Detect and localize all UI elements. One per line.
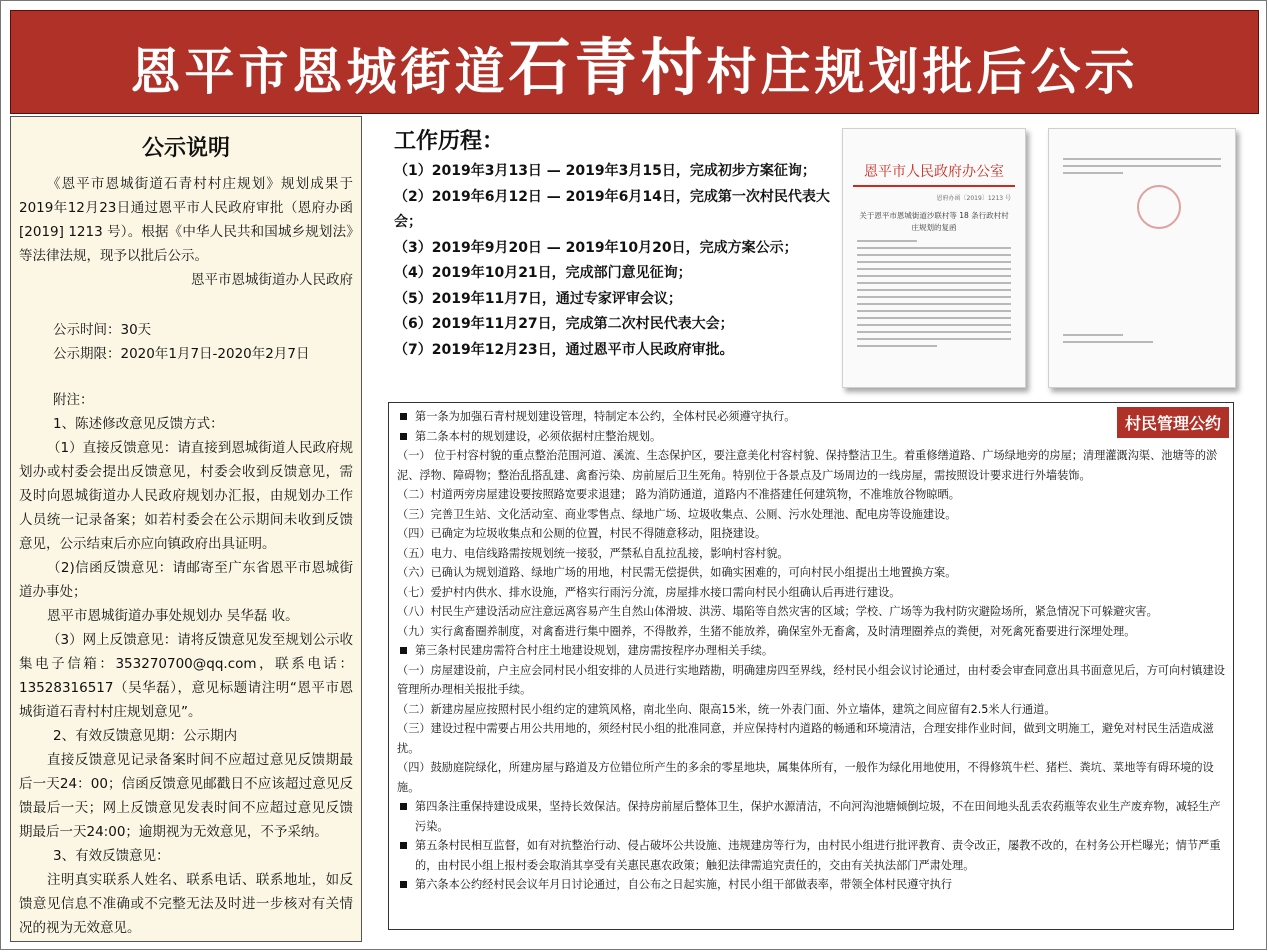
rule-line: 第三条村民建房需符合村庄土地建设规划，建房需按程序办理相关手续。 — [397, 641, 1225, 661]
work-history — [394, 124, 834, 363]
notes-title: 附注： — [53, 392, 94, 408]
notice-dates: 公示期限：2020年1月7日-2020年2月7日 — [53, 346, 310, 362]
rule-line: 第四条注重保持建设成果，坚持长效保洁。保持房前屋后整体卫生，保护水源清洁，不向河沟池塘倾倒垃圾，不在田间地头乱丢农药瓶等农业生产废弃物，减轻生产污染。 — [397, 797, 1225, 836]
rules-tag: 村民管理公约 — [1117, 407, 1229, 438]
rule-line: （八）村民生产建设活动应注意远离容易产生自然山体滑坡、洪涝、塌陷等自然灾害的区域；学校、广场等为我村防灾避险场所，紧急情况下可躲避灾害。 — [397, 605, 1158, 618]
note-2a: 直接反馈意见记录备案时间不应超过意见反馈期最后一天24：00；信函反馈意见邮戳日不应该超过意见反馈最后一天；网上反馈意见发表时间不应超过意见反馈期最后一天24:00；逾期视为无效意见，不予采纳。 — [19, 752, 353, 840]
rule-line: （九）实行禽畜圈养制度，对禽畜进行集中圈养，不得散养，生猪不能放养，确保室外无畜禽，及时清理圈养点的粪便，对死禽死畜要进行深埋处理。 — [397, 624, 1136, 638]
document-red-rule — [853, 185, 1015, 187]
history-item: （2）2019年6月12日 — 2019年6月14日，完成第一次村民代表大会； — [394, 188, 830, 230]
note-3: 3、有效反馈意见： — [53, 848, 170, 864]
note-1: 1、陈述修改意见反馈方式： — [53, 416, 224, 432]
approval-document-page-2 — [1048, 128, 1236, 388]
rule-line: 第六条本公约经村民会议年月日讨论通过，自公布之日起实施，村民小组干部做表率，带领全体村民遵守执行 — [397, 875, 1225, 895]
official-seal-icon — [1137, 185, 1181, 229]
rule-line: （三）建设过程中需要占用公共用地的，须经村民小组的批准同意，并应保持村内道路的畅通和环境清洁，合理安排作业时间，做到文明施工，避免对村民生活造成滋扰。 — [397, 722, 1214, 755]
note-1b-recipient: 恩平市恩城街道办事处规划办 吴华磊 收。 — [47, 608, 299, 624]
notice-period: 公示时间：30天 — [53, 322, 152, 338]
approval-document-page-1 — [842, 128, 1026, 388]
note-1b: （2)信函反馈意见：请邮寄至广东省恩平市恩城街道办事处； — [19, 560, 353, 600]
title-part-c: 村庄规划批后公示 — [706, 41, 1139, 101]
document-subject: 关于恩平市恩城街道沙联村等 18 条行政村村庄规划的复函 — [859, 211, 1009, 232]
history-item: （6）2019年11月27日，完成第二次村民代表大会； — [394, 316, 734, 332]
document-issuer: 恩平市人民政府办公室 — [864, 164, 1004, 180]
notice-signer: 恩平市恩城街道办人民政府 — [191, 272, 353, 288]
rule-line: （一） 位于村容村貌的重点整治范围河道、溪流、生态保护区，要注意美化村容村貌、保持整洁卫生。着重修缮道路、广场绿地旁的房屋；清理灌溉沟渠、池塘等的淤泥、浮物、障碍物；整治乱搭乱建、禽畜污染、房前屋后卫生死角。特别位于各景点及广场周边的一线房屋，需按照设计要求进行外墙装饰。 — [397, 449, 1218, 482]
rule-line: （七）爱护村内供水、排水设施，严格实行雨污分流，房屋排水接口需向村民小组确认后再进行建设。 — [397, 585, 901, 599]
rule-line: （五）电力、电信线路需按规划统一接驳，严禁私自乱拉乱接，影响村容村貌。 — [397, 546, 789, 560]
note-1c: （3）网上反馈意见：请将反馈意见发至规划公示收集电子信箱：353270700@qq.com，联系电话：13528316517（吴华磊），意见标题请注明“恩平市恩城街道石青村村庄规划意见”。 — [19, 632, 353, 720]
history-item: （7）2019年12月23日，通过恩平市人民政府审批。 — [394, 341, 734, 358]
title-part-a: 恩平市恩城街道 — [130, 41, 509, 101]
notice-panel — [10, 116, 362, 942]
history-item: （5）2019年11月7日，通过专家评审会议； — [394, 290, 682, 307]
rule-line: 第五条村民相互监督，如有对抗整治行动、侵占破坏公共设施、违规建房等行为，由村民小组进行批评教育、责令改正，屡教不改的，在村务公开栏曝光；情节严重的，由村民小组上报村委会取消其享受有关惠民惠农政策；触犯法律需追究责任的，交由有关执法部门严肃处理。 — [397, 836, 1225, 875]
rule-line: （一）房屋建设前，户主应会同村民小组安排的人员进行实地踏勘，明确建房四至界线，经村民小组会议讨论通过，由村委会审查同意出具书面意见后，方可向村镇建设管理所办理相关报批手续。 — [397, 663, 1225, 696]
notice-intro: 《恩平市恩城街道石青村村庄规划》规划成果于2019年12月23日通过恩平市人民政府审批（恩府办函 [2019] 1213 号）。根据《中华人民共和国城乡规划法》等法律法规，现予以批后公示。 — [19, 176, 353, 264]
history-item: （3）2019年9月20日 — 2019年10月20日，完成方案公示； — [394, 239, 798, 256]
notice-heading: 公示说明 — [141, 136, 230, 161]
rule-line: 第二条本村的规划建设，必须依据村庄整治规划。 — [397, 427, 1225, 447]
rule-line: （六）已确认为规划道路、绿地广场的用地，村民需无偿提供，如确实困难的，可向村民小组提出土地置换方案。 — [397, 566, 957, 579]
rule-line: （四）已确定为垃圾收集点和公厕的位置，村民不得随意移动，阻挠建设。 — [397, 527, 767, 540]
title-part-village: 石青村 — [508, 30, 707, 104]
title-banner — [10, 10, 1259, 114]
page-title — [130, 18, 1138, 107]
note-2: 2、有效反馈意见期：公示期内 — [53, 728, 238, 744]
history-item: （4）2019年10月21日，完成部门意见征询； — [394, 265, 692, 281]
rule-line: （二）村道两旁房屋建设要按照路宽要求退建； 路为消防通道，道路内不准搭建任何建筑物，不准堆放谷物晾晒。 — [397, 488, 960, 501]
note-3a: 注明真实联系人姓名、联系电话、联系地址，如反馈意见信息不准确或不完整无法及时进一步核对有关情况的视为无效意见。 — [19, 872, 353, 936]
village-rules-panel — [388, 402, 1234, 930]
rule-line: （三）完善卫生站、文化活动室、商业零售点、绿地广场、垃圾收集点、公厕、污水处理池、配电房等设施建设。 — [397, 507, 957, 521]
note-1a: （1）直接反馈意见：请直接到恩城街道人民政府规划办或村委会提出反馈意见，村委会收到反馈意见，需及时向恩城街道办人民政府规划办汇报，由规划办工作人员统一记录备案；如若村委会在公示期间未收到反馈意见，公示结束后亦应向镇政府出具证明。 — [19, 440, 353, 552]
history-title: 工作历程： — [394, 129, 505, 154]
rule-line: 第一条为加强石青村规划建设管理，特制定本公约，全体村民必须遵守执行。 — [397, 407, 1225, 427]
rule-line: （四）鼓励庭院绿化，所建房屋与路道及方位错位所产生的多余的零星地块，属集体所有，一般作为绿化用地使用，不得修筑牛栏、猪栏、粪坑、菜地等有碍环境的设施。 — [397, 761, 1214, 794]
document-number: 恩府办函〔2019〕1213 号 — [936, 195, 1011, 202]
history-item: （1）2019年3月13日 — 2019年3月15日，完成初步方案征询； — [394, 163, 816, 179]
rule-line: （二）新建房屋应按照村民小组约定的建筑风格，南北坐向、限高15米，统一外表门面、外立墙体，建筑之间应留有2.5米人行通道。 — [397, 702, 1056, 716]
